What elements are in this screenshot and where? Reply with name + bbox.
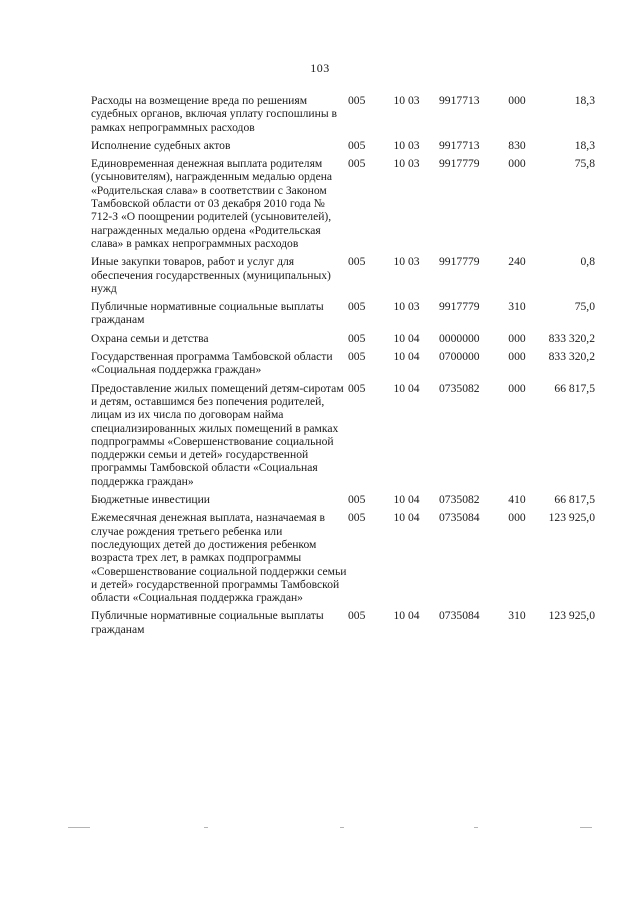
target-code: 9917713 <box>439 138 480 152</box>
amount: 75,0 <box>574 300 595 314</box>
gr-code: 005 <box>348 381 366 395</box>
gr-code: 005 <box>348 331 366 345</box>
item-name: Расходы на возмещение вреда по решениям судебных органов, включая уплату госпошлины в рамках непрограммных расходов <box>91 94 338 134</box>
section-code: 10 04 <box>393 381 420 395</box>
target-code: 9917713 <box>439 94 480 107</box>
gr-code: 005 <box>348 138 366 152</box>
item-name: Исполнение судебных актов <box>91 138 231 152</box>
target-code: 0000000 <box>439 331 480 345</box>
scan-mark <box>580 827 592 828</box>
item-name: Предоставление жилых помещений детям-сиротам и детям, оставшимся без попечения родителей, лицам из их числа по договорам найма специализированных жилых помещений в рамках подпрограммы «Совершенствование социальной поддержки семьи и детей» государственной программы Тамбовской области «Социальная поддержка граждан» <box>91 381 344 488</box>
section-code: 10 03 <box>393 255 420 269</box>
target-code: 9917779 <box>439 157 480 171</box>
section-code: 10 03 <box>393 94 420 107</box>
scan-mark <box>204 827 208 828</box>
target-code: 9917779 <box>439 300 480 314</box>
gr-code: 005 <box>348 94 366 107</box>
table-row <box>91 350 595 382</box>
target-code: 9917779 <box>439 255 480 269</box>
gr-code: 005 <box>348 511 366 525</box>
gr-code: 005 <box>348 255 366 269</box>
expense-type-code: 000 <box>508 381 526 395</box>
budget-table <box>91 94 595 641</box>
page-number: 103 <box>310 61 330 75</box>
section-code: 10 04 <box>393 350 420 364</box>
amount: 66 817,5 <box>554 381 595 395</box>
expense-type-code: 310 <box>508 300 526 314</box>
expense-type-code: 000 <box>508 350 526 364</box>
section-code: 10 03 <box>393 157 420 171</box>
section-code: 10 04 <box>393 609 420 623</box>
table-row <box>91 255 595 300</box>
item-name: Государственная программа Тамбовской области «Социальная поддержка граждан» <box>91 350 333 377</box>
item-name: Публичные нормативные социальные выплаты гражданам <box>91 609 324 636</box>
table-row <box>91 94 595 139</box>
section-code: 10 04 <box>393 331 420 345</box>
item-name: Иные закупки товаров, работ и услуг для обеспечения государственных (муниципальных) нужд <box>91 255 331 295</box>
scan-mark <box>68 827 90 828</box>
gr-code: 005 <box>348 157 366 171</box>
item-name: Ежемесячная денежная выплата, назначаемая в случае рождения третьего ребенка или последующих детей до достижения ребенком возраста трех лет, в рамках подпрограммы «Совершенствование социальной поддержки семьи и детей» государственной программы Тамбовской области «Социальная поддержка граждан» <box>91 511 347 605</box>
amount: 833 320,2 <box>548 331 595 345</box>
gr-code: 005 <box>348 350 366 364</box>
amount: 18,3 <box>574 94 595 107</box>
section-code: 10 03 <box>393 138 420 152</box>
amount: 75,8 <box>574 157 595 171</box>
table-row <box>91 511 595 609</box>
amount: 0,8 <box>580 255 595 269</box>
target-code: 0700000 <box>439 350 480 364</box>
expense-type-code: 000 <box>508 157 526 171</box>
item-name: Бюджетные инвестиции <box>91 493 211 507</box>
expense-type-code: 240 <box>508 255 526 269</box>
amount: 833 320,2 <box>548 350 595 364</box>
expense-type-code: 000 <box>508 511 526 525</box>
target-code: 0735084 <box>439 609 480 623</box>
expense-type-code: 310 <box>508 609 526 623</box>
scan-mark <box>340 827 344 828</box>
item-name: Охрана семьи и детства <box>91 331 209 345</box>
table-row <box>91 139 595 157</box>
target-code: 0735082 <box>439 381 480 395</box>
expense-type-code: 830 <box>508 138 526 152</box>
table-row <box>91 157 595 255</box>
item-name: Единовременная денежная выплата родителям (усыновителям), награжденным медалью ордена «Родительская слава» в соответствии с Законом Тамбовской области от 03 декабря 2010 года № 712-З «О поощрении родителей (усыновителей), награжденных медалью ордена «Родительская слава» в рамках непрограммных расходов <box>91 157 333 250</box>
table-row <box>91 332 595 350</box>
expense-type-code: 410 <box>508 493 526 507</box>
section-code: 10 03 <box>393 300 420 314</box>
scan-mark <box>474 827 478 828</box>
table-row <box>91 300 595 332</box>
amount: 123 925,0 <box>548 511 595 525</box>
target-code: 0735082 <box>439 493 480 507</box>
table-row <box>91 493 595 511</box>
expense-type-code: 000 <box>508 331 526 345</box>
expense-type-code: 000 <box>508 94 526 107</box>
section-code: 10 04 <box>393 493 420 507</box>
gr-code: 005 <box>348 300 366 314</box>
gr-code: 005 <box>348 493 366 507</box>
item-name: Публичные нормативные социальные выплаты гражданам <box>91 300 324 327</box>
amount: 18,3 <box>574 138 595 152</box>
section-code: 10 04 <box>393 511 420 525</box>
table-row <box>91 609 595 641</box>
amount: 66 817,5 <box>554 493 595 507</box>
target-code: 0735084 <box>439 511 480 525</box>
table-row <box>91 382 595 493</box>
gr-code: 005 <box>348 609 366 623</box>
amount: 123 925,0 <box>548 609 595 623</box>
